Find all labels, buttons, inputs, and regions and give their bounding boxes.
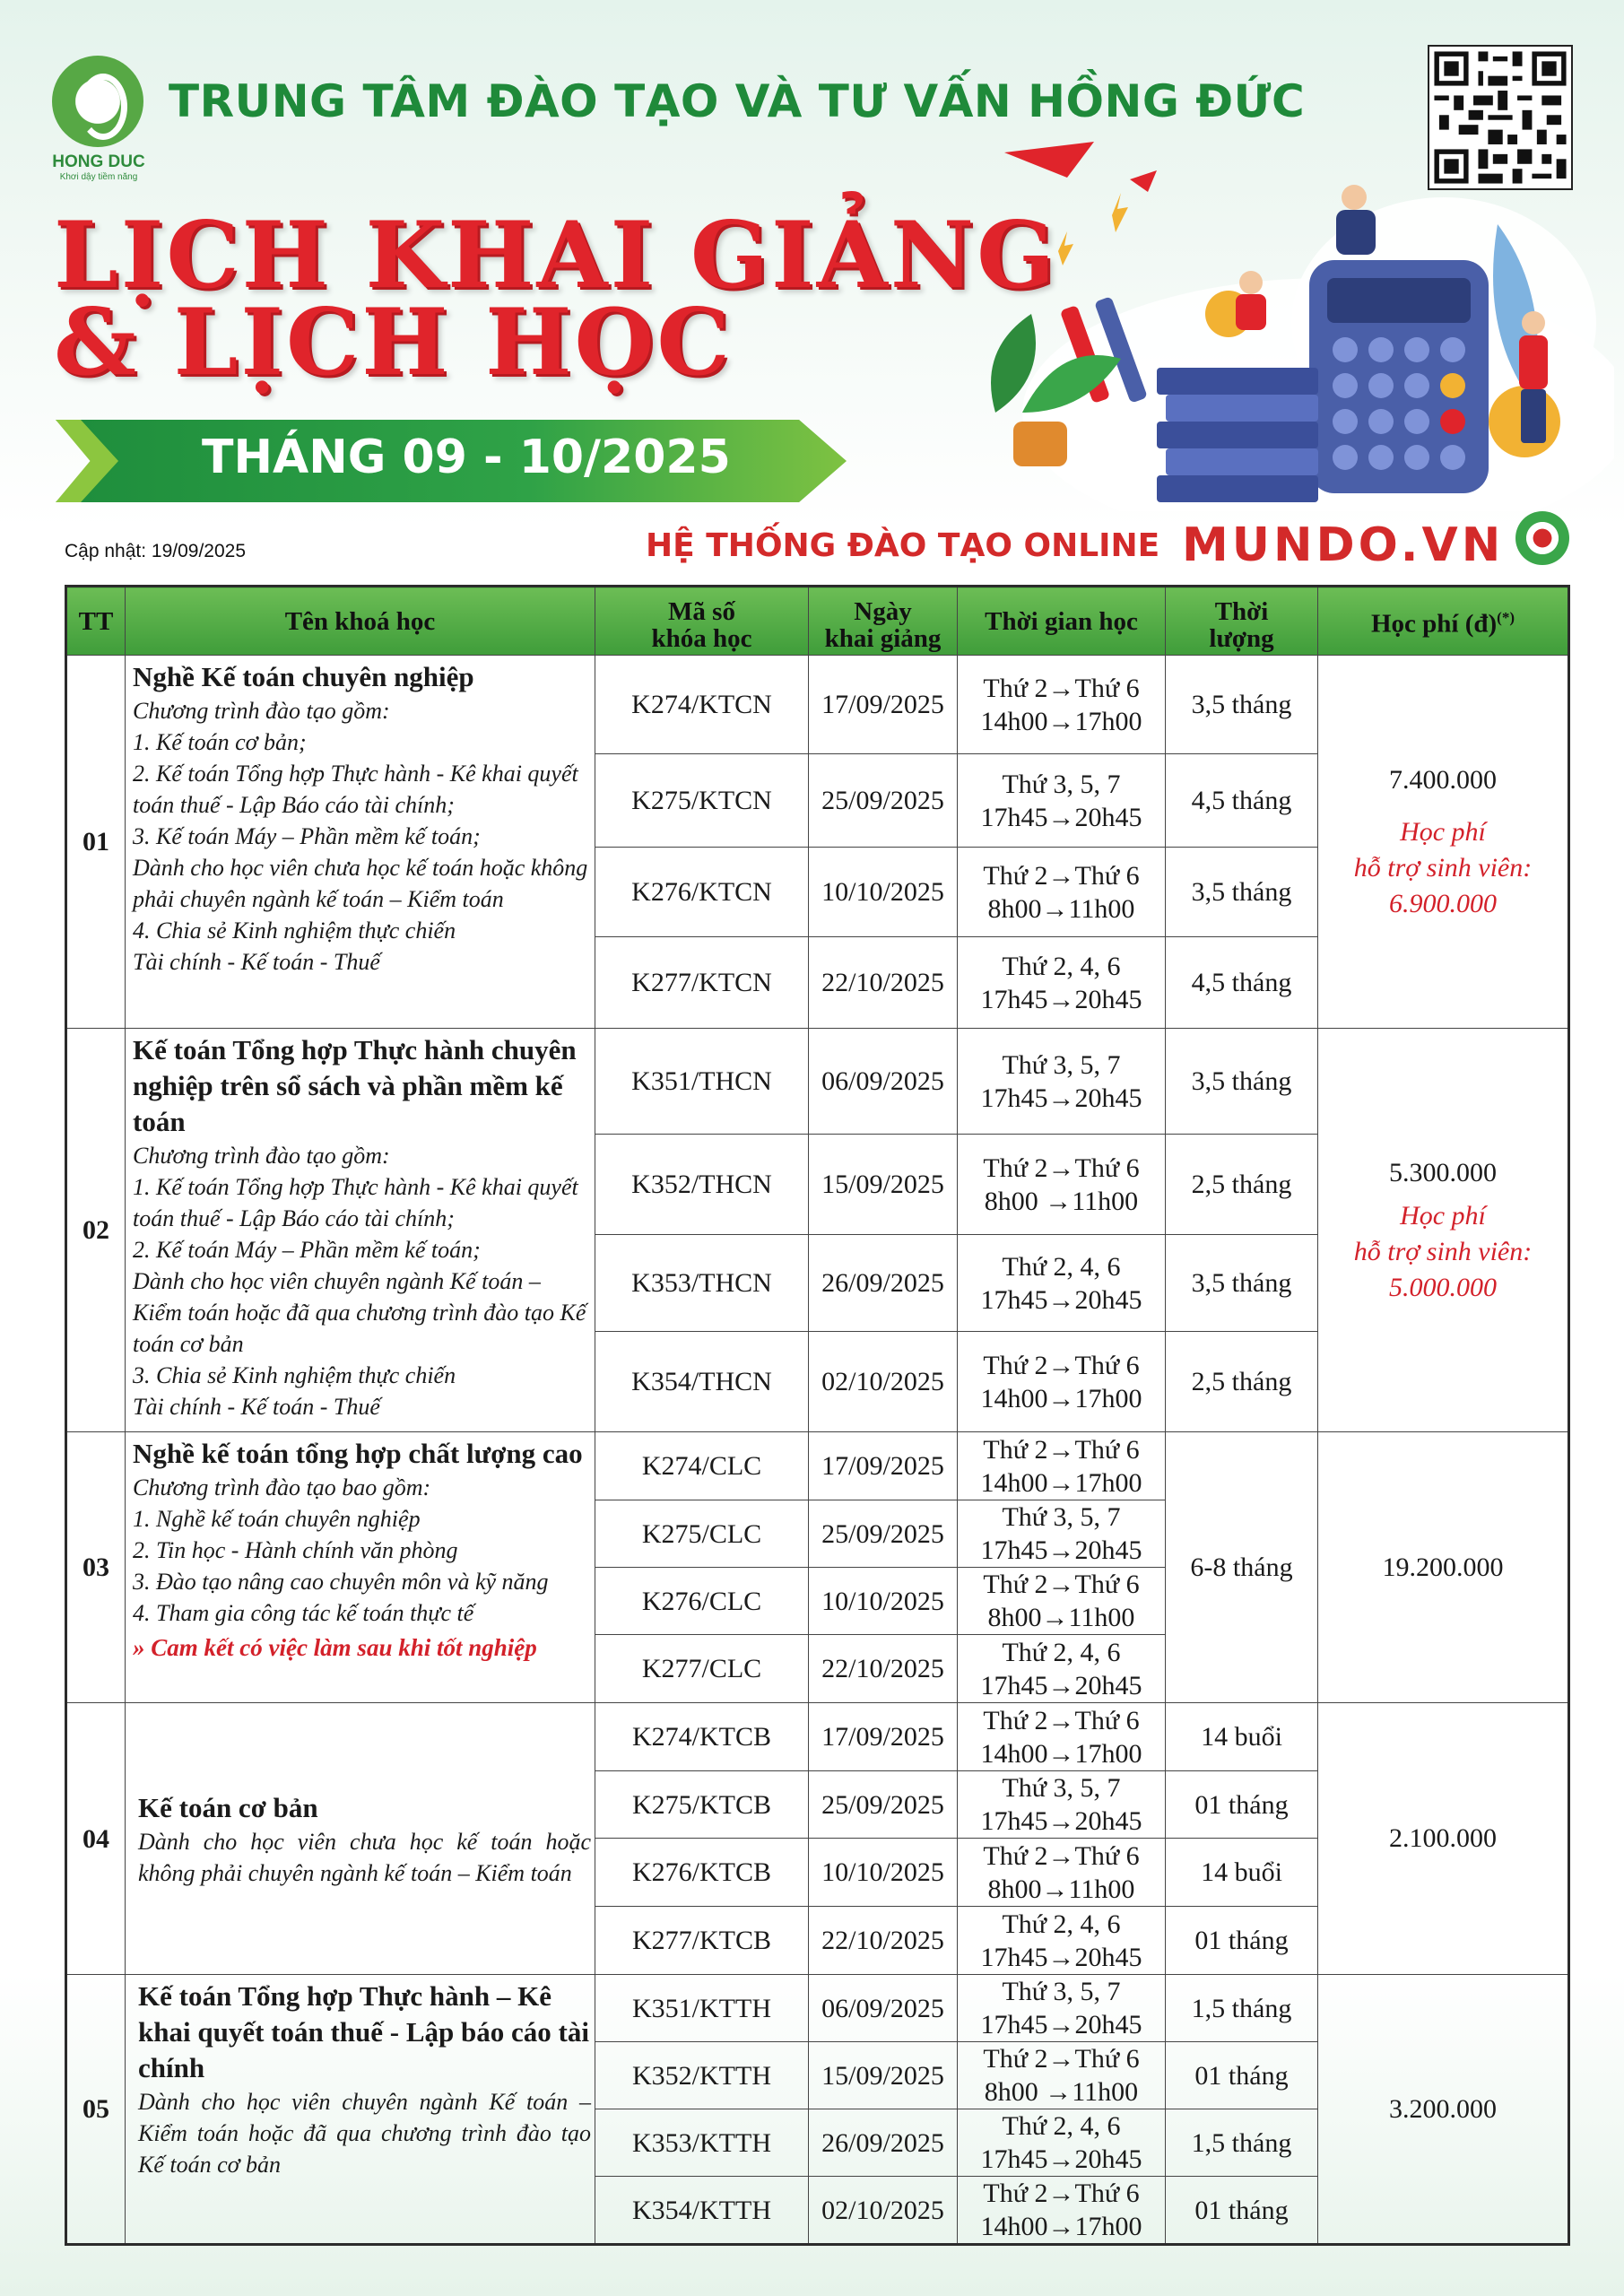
- table-row: [66, 1432, 1569, 1500]
- duration: 2,5 tháng: [1166, 1135, 1318, 1235]
- duration: 3,5 tháng: [1166, 848, 1318, 937]
- duration: 6-8 tháng: [1166, 1432, 1318, 1703]
- course-title: Nghề kế toán tổng hợp chất lượng cao: [133, 1438, 583, 1469]
- start-date: 15/09/2025: [809, 1135, 958, 1235]
- start-date: 22/10/2025: [809, 1907, 958, 1975]
- month-banner-text: THÁNG 09 - 10/2025: [202, 430, 731, 484]
- job-commitment-note: » Cam kết có việc làm sau khi tốt nghiệp: [133, 1634, 537, 1661]
- course-line: 1. Kế toán Tổng hợp Thực hành - Kê khai quyết toán thuế - Lập Báo cáo tài chính;: [133, 1174, 578, 1231]
- course-line: 2. Tin học - Hành chính văn phòng: [133, 1537, 458, 1563]
- header-tt: TT: [66, 587, 126, 656]
- course-code: K275/KTCB: [595, 1771, 809, 1839]
- schedule-time: Thứ 3, 5, 7 17h45→20h45: [958, 1771, 1166, 1839]
- schedule-time: Thứ 3, 5, 7 17h45→20h45: [958, 754, 1166, 848]
- student-fee-amount: 6.900.000: [1389, 888, 1497, 918]
- fee-amount: 2.100.000: [1389, 1823, 1497, 1853]
- logo-text: HONG DUC: [52, 152, 145, 171]
- schedule-time: Thứ 2, 4, 6 17h45→20h45: [958, 1235, 1166, 1332]
- start-date: 25/09/2025: [809, 1771, 958, 1839]
- start-date: 25/09/2025: [809, 1500, 958, 1568]
- course-code: K353/KTTH: [595, 2109, 809, 2177]
- logo-slogan: Khơi dậy tiềm năng: [59, 172, 138, 182]
- mundo-logo-icon: [1515, 511, 1569, 565]
- table-row: [66, 1703, 1569, 1771]
- student-fee-label: Học phí: [1400, 1200, 1486, 1231]
- course-title: Kế toán Tổng hợp Thực hành chuyên nghiệp trên sổ sách và phần mềm kế toán: [133, 1034, 577, 1137]
- schedule-time: Thứ 2→Thứ 6 8h00 →11h00: [958, 1135, 1166, 1235]
- course-code: K351/THCN: [595, 1029, 809, 1135]
- header-duration: Thời lượng: [1166, 587, 1318, 656]
- course-line: 2. Kế toán Tổng hợp Thực hành - Kê khai quyết toán thuế - Lập Báo cáo tài chính;: [133, 761, 578, 818]
- logo-emblem: [52, 56, 143, 147]
- course-code: K276/CLC: [595, 1568, 809, 1635]
- course-line: Tài chính - Kế toán - Thuế: [133, 949, 380, 975]
- fee-amount: 19.200.000: [1382, 1552, 1504, 1582]
- fee-amount: 5.300.000: [1389, 1157, 1497, 1187]
- start-date: 06/09/2025: [809, 1029, 958, 1135]
- course-code: K352/THCN: [595, 1135, 809, 1235]
- fee-cell: [1318, 656, 1569, 1029]
- course-line: Dành cho học viên chưa học kế toán hoặc không phải chuyên ngành kế toán – Kiểm toán: [133, 855, 588, 912]
- schedule-time: Thứ 2→Thứ 6 14h00→17h00: [958, 656, 1166, 754]
- header-course-code: Mã số khóa học: [595, 587, 809, 656]
- start-date: 06/09/2025: [809, 1975, 958, 2042]
- student-fee-label: hỗ trợ sinh viên:: [1353, 852, 1533, 883]
- course-info: [126, 656, 595, 1029]
- course-code: K353/THCN: [595, 1235, 809, 1332]
- duration: 14 buổi: [1166, 1703, 1318, 1771]
- schedule-time: Thứ 2, 4, 6 17h45→20h45: [958, 1635, 1166, 1703]
- schedule-time: Thứ 3, 5, 7 17h45→20h45: [958, 1975, 1166, 2042]
- duration: 3,5 tháng: [1166, 656, 1318, 754]
- fee-amount: 7.400.000: [1389, 764, 1497, 795]
- table-row: [66, 656, 1569, 754]
- course-line: Dành cho học viên chuyên ngành Kế toán – Kiểm toán hoặc đã qua chương trình đào tạo Kế toán cơ bản: [133, 1268, 586, 1357]
- schedule-time: Thứ 2→Thứ 6 8h00→11h00: [958, 848, 1166, 937]
- course-code: K277/KTCN: [595, 937, 809, 1029]
- duration: 14 buổi: [1166, 1839, 1318, 1907]
- course-code: K275/KTCN: [595, 754, 809, 848]
- page-title-line1: LỊCH KHAI GIẢNG: [54, 202, 1058, 309]
- duration: 4,5 tháng: [1166, 937, 1318, 1029]
- finance-illustration: [942, 117, 1614, 511]
- course-line: Chương trình đào tạo gồm:: [133, 698, 390, 724]
- start-date: 17/09/2025: [809, 1703, 958, 1771]
- course-line: 2. Kế toán Máy – Phần mềm kế toán;: [133, 1237, 481, 1263]
- course-line: 1. Nghề kế toán chuyên nghiệp: [133, 1506, 421, 1532]
- duration: 01 tháng: [1166, 2177, 1318, 2245]
- duration: 1,5 tháng: [1166, 2109, 1318, 2177]
- start-date: 02/10/2025: [809, 1332, 958, 1432]
- course-line: 3. Đào tạo nâng cao chuyên môn và kỹ năng: [133, 1569, 549, 1595]
- header-fee: Học phí (đ)(*): [1318, 587, 1569, 656]
- course-line: 1. Kế toán cơ bản;: [133, 729, 307, 755]
- course-title: Kế toán Tổng hợp Thực hành – Kê khai quyết toán thuế - Lập báo cáo tài chính: [138, 1980, 589, 2083]
- course-line: Tài chính - Kế toán - Thuế: [133, 1394, 380, 1420]
- course-code: K275/CLC: [595, 1500, 809, 1568]
- start-date: 25/09/2025: [809, 754, 958, 848]
- table-row: [66, 1029, 1569, 1135]
- schedule-time: Thứ 2→Thứ 6 14h00→17h00: [958, 2177, 1166, 2245]
- schedule-time: Thứ 3, 5, 7 17h45→20h45: [958, 1029, 1166, 1135]
- group-number: 05: [66, 1975, 126, 2245]
- course-info: [126, 1029, 595, 1432]
- table-row: [66, 1975, 1569, 2042]
- schedule-time: Thứ 2→Thứ 6 14h00→17h00: [958, 1432, 1166, 1500]
- start-date: 26/09/2025: [809, 2109, 958, 2177]
- center-name: TRUNG TÂM ĐÀO TẠO VÀ TƯ VẤN HỒNG ĐỨC: [169, 75, 1306, 127]
- online-system-label: HỆ THỐNG ĐÀO TẠO ONLINE: [646, 527, 1160, 564]
- schedule-table: [65, 585, 1570, 2246]
- schedule-time: Thứ 2→Thứ 6 8h00→11h00: [958, 1568, 1166, 1635]
- duration: 3,5 tháng: [1166, 1235, 1318, 1332]
- course-line: 3. Chia sẻ Kinh nghiệm thực chiến: [133, 1362, 456, 1388]
- schedule-time: Thứ 2→Thứ 6 8h00→11h00: [958, 1839, 1166, 1907]
- start-date: 15/09/2025: [809, 2042, 958, 2109]
- fee-cell: [1318, 1029, 1569, 1432]
- course-line: 4. Chia sẻ Kinh nghiệm thực chiến: [133, 918, 456, 944]
- course-code: K274/KTCN: [595, 656, 809, 754]
- group-number: 02: [66, 1029, 126, 1432]
- course-title: Nghề Kế toán chuyên nghiệp: [133, 661, 474, 692]
- fee-amount: 3.200.000: [1389, 2093, 1497, 2124]
- group-number: 03: [66, 1432, 126, 1703]
- group-number: 01: [66, 656, 126, 1029]
- start-date: 26/09/2025: [809, 1235, 958, 1332]
- table-header-row: [66, 587, 1569, 656]
- duration: 1,5 tháng: [1166, 1975, 1318, 2042]
- course-line: 3. Kế toán Máy – Phần mềm kế toán;: [133, 823, 481, 849]
- course-line: Chương trình đào tạo bao gồm:: [133, 1474, 431, 1500]
- page-title-line2: & LỊCH HỌC: [54, 289, 733, 396]
- schedule-time: Thứ 2, 4, 6 17h45→20h45: [958, 2109, 1166, 2177]
- course-info: [126, 1432, 595, 1703]
- student-fee-amount: 5.000.000: [1389, 1272, 1497, 1302]
- fee-cell: [1318, 1432, 1569, 1703]
- start-date: 10/10/2025: [809, 1568, 958, 1635]
- course-line: Dành cho học viên chuyên ngành Kế toán – Kiểm toán hoặc đã qua chương trình đào tạo Kế toán cơ bản: [138, 2089, 591, 2178]
- course-code: K274/CLC: [595, 1432, 809, 1500]
- start-date: 10/10/2025: [809, 1839, 958, 1907]
- schedule-time: Thứ 2→Thứ 6 14h00→17h00: [958, 1703, 1166, 1771]
- start-date: 10/10/2025: [809, 848, 958, 937]
- student-fee-label: hỗ trợ sinh viên:: [1353, 1236, 1533, 1266]
- course-title: Kế toán cơ bản: [138, 1792, 318, 1823]
- schedule-time: Thứ 2→Thứ 6 8h00 →11h00: [958, 2042, 1166, 2109]
- start-date: 17/09/2025: [809, 1432, 958, 1500]
- student-fee-label: Học phí: [1400, 816, 1486, 847]
- course-code: K354/KTTH: [595, 2177, 809, 2245]
- course-line: 4. Tham gia công tác kế toán thực tế: [133, 1600, 474, 1626]
- course-code: K276/KTCB: [595, 1839, 809, 1907]
- start-date: 22/10/2025: [809, 937, 958, 1029]
- course-info: [126, 1975, 595, 2245]
- duration: 01 tháng: [1166, 1907, 1318, 1975]
- schedule-time: Thứ 3, 5, 7 17h45→20h45: [958, 1500, 1166, 1568]
- schedule-time: Thứ 2, 4, 6 17h45→20h45: [958, 1907, 1166, 1975]
- fee-cell: [1318, 1703, 1569, 1975]
- duration: 4,5 tháng: [1166, 754, 1318, 848]
- start-date: 02/10/2025: [809, 2177, 958, 2245]
- duration: 2,5 tháng: [1166, 1332, 1318, 1432]
- header-course-name: Tên khoá học: [126, 587, 595, 656]
- course-code: K354/THCN: [595, 1332, 809, 1432]
- duration: 01 tháng: [1166, 2042, 1318, 2109]
- start-date: 17/09/2025: [809, 656, 958, 754]
- updated-date: Cập nhật: 19/09/2025: [65, 541, 247, 561]
- start-date: 22/10/2025: [809, 1635, 958, 1703]
- group-number: 04: [66, 1703, 126, 1975]
- course-line: Dành cho học viên chưa học kế toán hoặc không phải chuyên ngành kế toán – Kiểm toán: [138, 1829, 591, 1886]
- mundo-link[interactable]: MUNDO.VN: [1182, 518, 1505, 572]
- course-code: K277/KTCB: [595, 1907, 809, 1975]
- duration: 3,5 tháng: [1166, 1029, 1318, 1135]
- schedule-time: Thứ 2, 4, 6 17h45→20h45: [958, 937, 1166, 1029]
- course-line: Chương trình đào tạo gồm:: [133, 1143, 390, 1169]
- course-code: K274/KTCB: [595, 1703, 809, 1771]
- schedule-time: Thứ 2→Thứ 6 14h00→17h00: [958, 1332, 1166, 1432]
- header-schedule: Thời gian học: [958, 587, 1166, 656]
- course-code: K277/CLC: [595, 1635, 809, 1703]
- course-code: K351/KTTH: [595, 1975, 809, 2042]
- header-start-date: Ngày khai giảng: [809, 587, 958, 656]
- course-info: [126, 1703, 595, 1975]
- course-code: K276/KTCN: [595, 848, 809, 937]
- fee-cell: [1318, 1975, 1569, 2245]
- course-code: K352/KTTH: [595, 2042, 809, 2109]
- duration: 01 tháng: [1166, 1771, 1318, 1839]
